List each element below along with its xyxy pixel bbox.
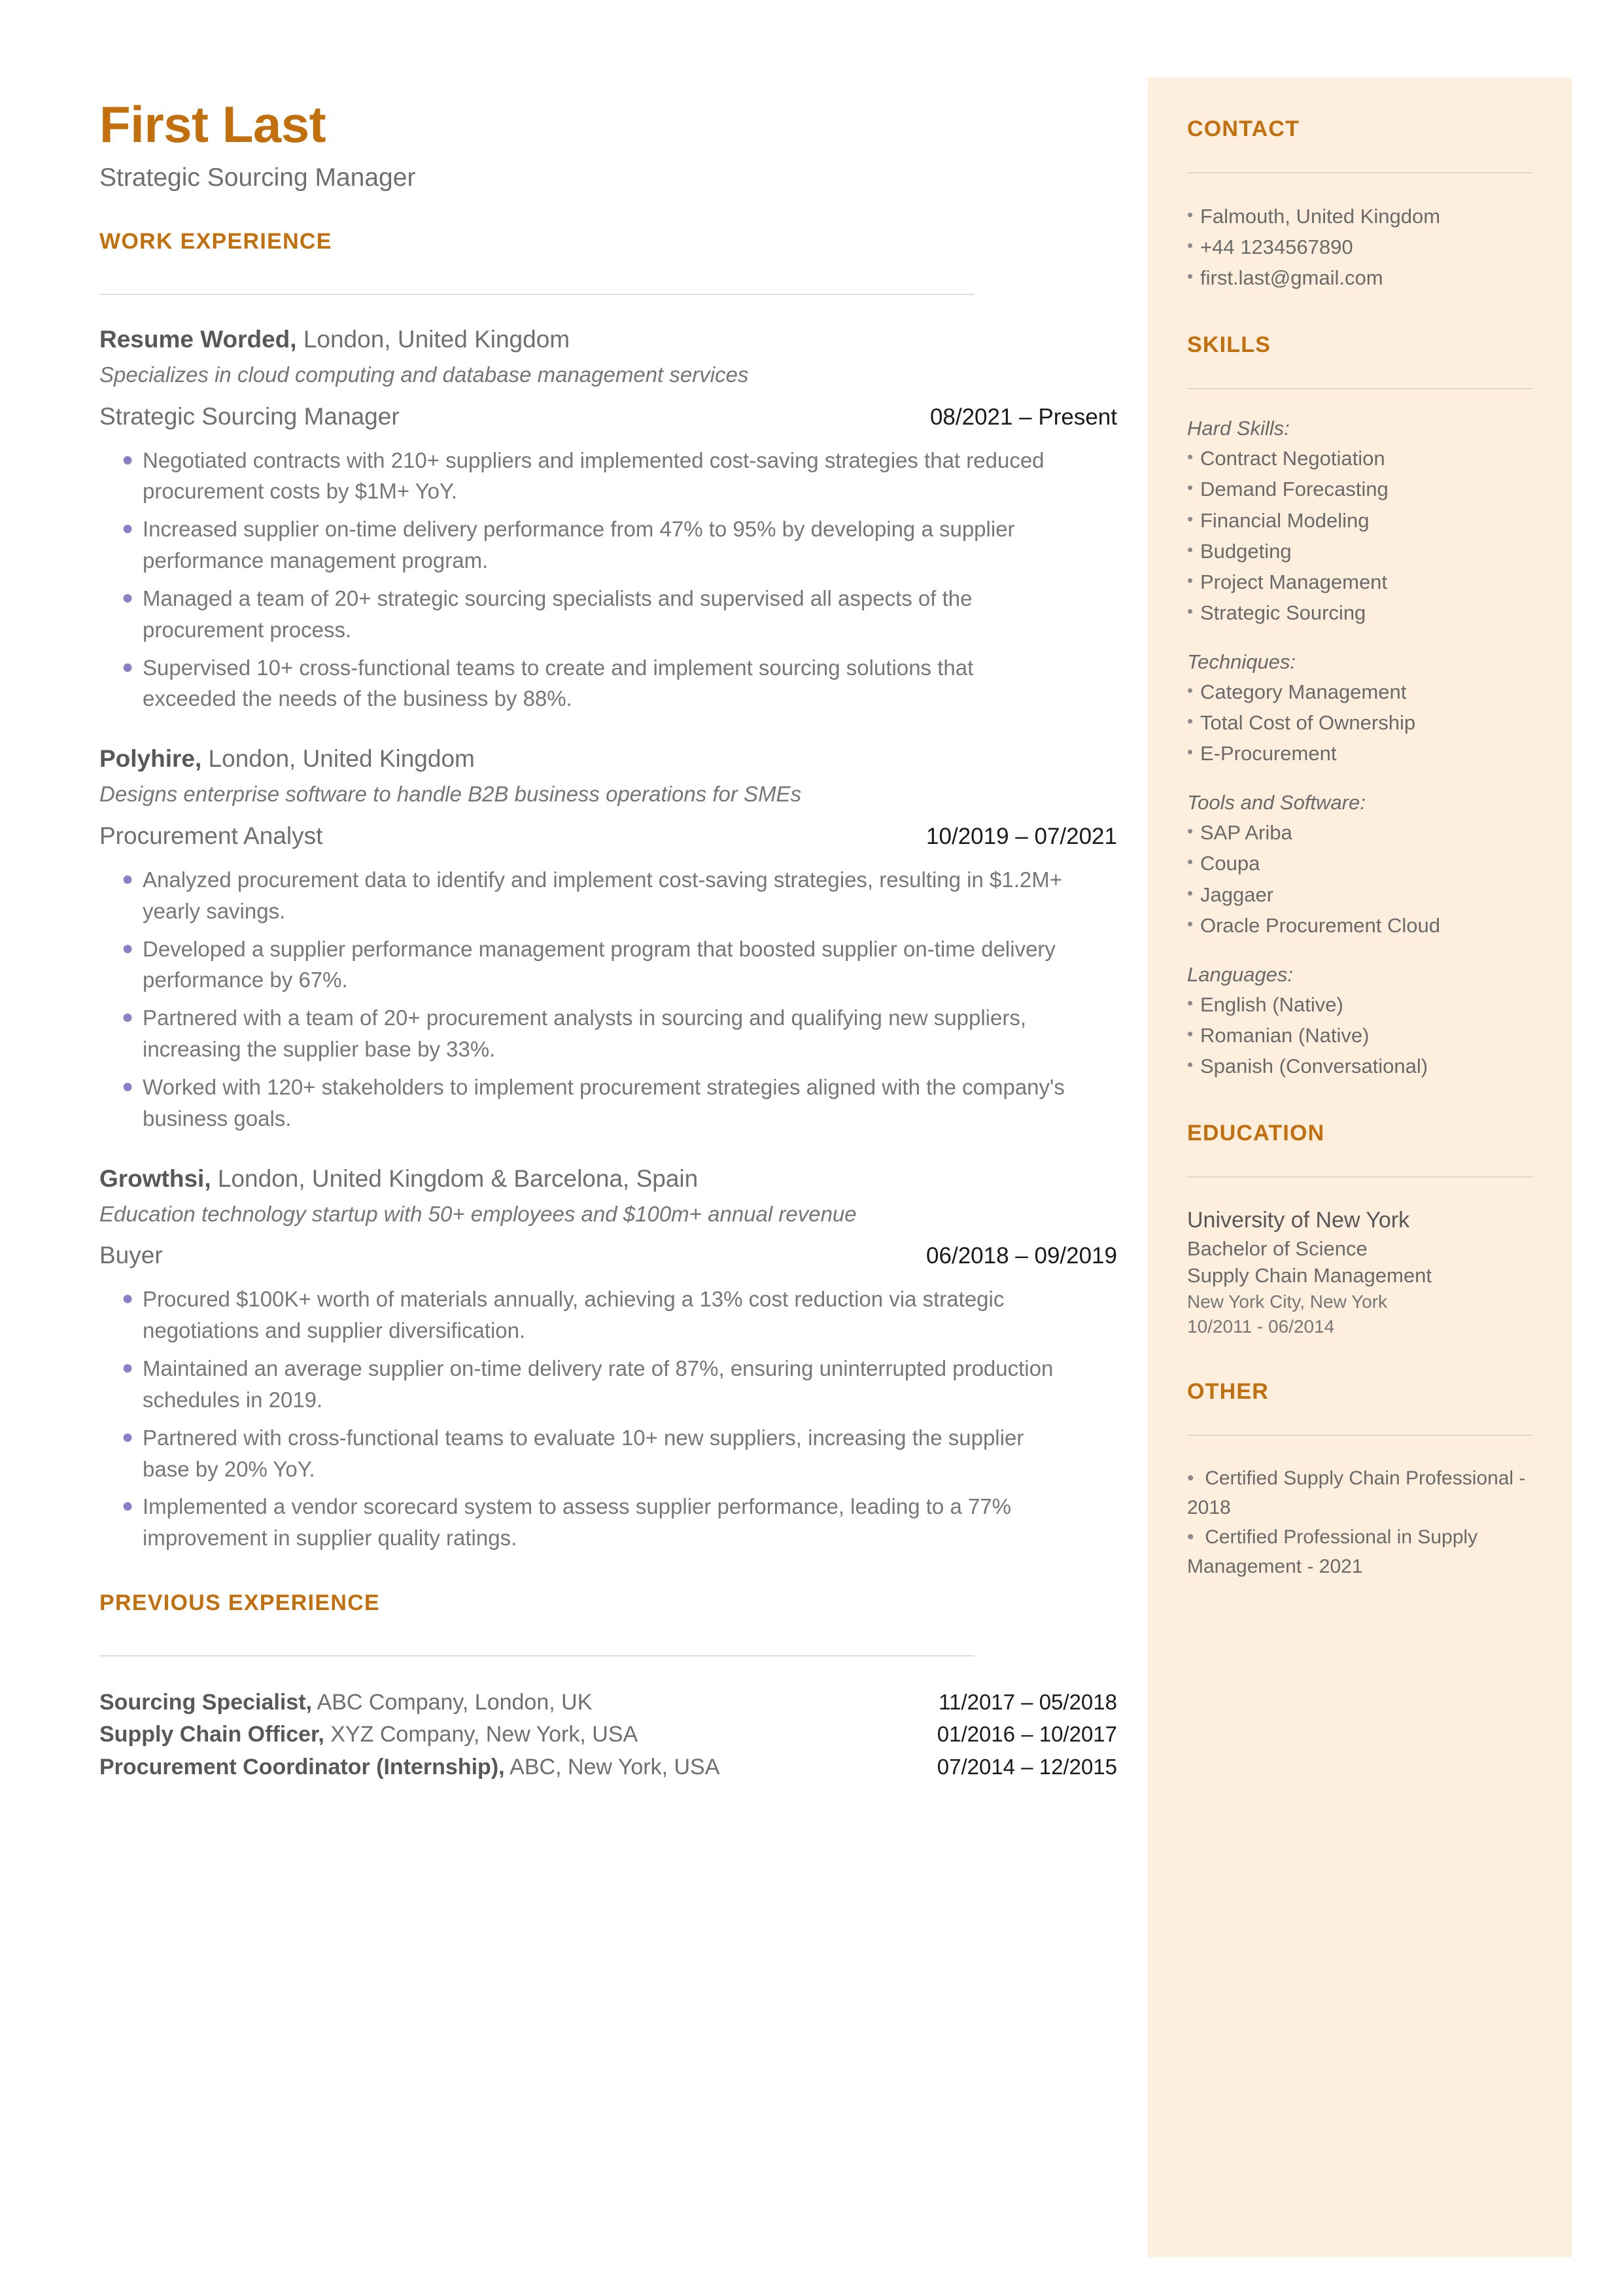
page-title: First Last [99,96,326,153]
other-item-label: Certified Supply Chain Professional - 2018 [1187,1467,1526,1519]
work-experience-divider [99,294,975,295]
skill-item [1187,536,1532,567]
previous-job-detail: ABC Company, London, UK [311,1690,593,1715]
job-bullet-text: Implemented a vendor scorecard system to assess supplier performance, leading to a 77% improvement in supplier quality ratings. [143,1494,1012,1550]
skill-item-label: E-Procurement [1200,742,1337,765]
job-bullet-text: Developed a supplier performance management program that boosted supplier on-time delivery performance by 67%. [143,936,1056,992]
skill-item [1187,597,1532,628]
job-bullet-text: Maintained an average supplier on-time delivery rate of 87%, ensuring uninterrupted production schedules in 2019. [143,1356,1054,1412]
education-school: University of New York [1187,1208,1410,1233]
bullet-icon: • [1187,883,1194,903]
other-heading: OTHER [1187,1379,1269,1405]
bullet-icon: ● [122,1288,134,1310]
bullet-icon: • [1187,1023,1194,1043]
previous-job-detail: XYZ Company, New York, USA [324,1722,638,1747]
job-title: Strategic Sourcing Manager [99,402,400,430]
job-location: London, United Kingdom [201,745,475,773]
previous-job-row [99,1751,1117,1783]
job-bullet-text: Negotiated contracts with 210+ suppliers and implemented cost-saving strategies that reduced procurement costs by $1M+ YoY. [143,447,1045,504]
bullet-icon: ● [122,448,134,470]
job-dates: 08/2021 – Present [929,404,1117,430]
education-divider [1187,1176,1532,1178]
contact-item-label: Falmouth, United Kingdom [1200,205,1441,228]
job-bullet-text: Partnered with a team of 20+ procurement analysts in sourcing and qualifying new suppliers, increasing the supplier base by 33%. [143,1006,1027,1062]
skill-item [1187,738,1532,769]
bullet-icon: ● [122,937,134,959]
job-bullet-text: Managed a team of 20+ strategic sourcing specialists and supervised all aspects of the procurement process. [143,586,973,642]
job-entry [99,1163,1120,1554]
bullet-icon: ● [122,1006,134,1028]
job-title-row [99,822,1117,850]
job-dates: 06/2018 – 09/2019 [926,1243,1117,1269]
job-bullet [99,652,1120,715]
job-company-name: Polyhire, [99,745,202,773]
bullet-icon: ● [122,1357,134,1378]
job-entry [99,324,1120,714]
job-bullet [99,1422,1120,1485]
previous-experience-divider [99,1655,975,1656]
skill-item [1187,707,1532,738]
skills-list [1187,417,1532,1081]
bullet-icon: ● [122,1426,134,1448]
previous-job-label [99,1687,592,1719]
job-company-name: Growthsi, [99,1165,211,1192]
contact-heading: CONTACT [1187,116,1300,141]
job-bullet [99,514,1120,576]
bullet-icon: • [1187,447,1194,467]
bullet-icon: ● [122,1075,134,1097]
bullet-icon: ● [122,656,134,678]
skill-item-label: Spanish (Conversational) [1200,1054,1428,1077]
skill-item-label: Oracle Procurement Cloud [1200,913,1440,937]
job-company [99,743,1120,775]
skill-item-label: Category Management [1200,680,1407,703]
skill-item [1187,443,1532,474]
previous-job-dates: 07/2014 – 12/2015 [937,1754,1117,1779]
bullet-icon: • [1187,913,1194,934]
skills-group-label: Techniques: [1187,650,1296,673]
job-company [99,1163,1120,1195]
job-entry [99,743,1120,1134]
header-role: Strategic Sourcing Manager [99,163,416,192]
other-item-label: Certified Professional in Supply Management - 2021 [1187,1526,1478,1578]
job-bullet [99,1353,1120,1416]
skill-item [1187,676,1532,707]
previous-job-title: Procurement Coordinator (Internship), [99,1754,505,1779]
job-bullet [99,1072,1120,1134]
skill-item [1187,1051,1532,1081]
job-bullet-list [99,1284,1120,1554]
previous-experience-list [99,1687,1120,1783]
work-experience-heading: WORK EXPERIENCE [99,228,332,254]
sidebar [1148,77,1572,2257]
skill-item [1187,879,1532,910]
job-bullet-list [99,864,1120,1134]
contact-item [1187,262,1532,293]
bullet-icon: • [1187,1054,1194,1074]
job-bullet-text: Supervised 10+ cross-functional teams to create and implement sourcing solutions that exceeded the needs of the business by 88%. [143,655,974,711]
education-degree: Bachelor of Science [1187,1236,1368,1260]
bullet-icon: • [1187,992,1194,1013]
job-bullet [99,1491,1120,1554]
job-bullet [99,1284,1120,1346]
job-dates: 10/2019 – 07/2021 [926,823,1117,849]
previous-experience-heading: PREVIOUS EXPERIENCE [99,1590,381,1616]
other-item [1187,1522,1532,1581]
skill-item-label: SAP Ariba [1200,821,1292,845]
previous-job-row [99,1687,1117,1719]
previous-job-dates: 01/2016 – 10/2017 [937,1722,1117,1747]
bullet-icon: • [1187,266,1194,287]
contact-item-label: +44 1234567890 [1200,236,1353,259]
skills-group-label: Languages: [1187,962,1294,986]
previous-job-label [99,1719,638,1751]
bullet-icon: ● [122,517,134,540]
previous-job-title: Sourcing Specialist, [99,1690,312,1715]
job-title-row [99,1242,1117,1269]
job-company-description: Specializes in cloud computing and database management services [99,362,749,387]
skill-item [1187,989,1532,1020]
job-bullet [99,445,1120,508]
job-company-description: Education technology startup with 50+ employees and $100m+ annual revenue [99,1201,857,1226]
education-location: New York City, New York [1187,1291,1388,1312]
job-bullet [99,1002,1120,1065]
job-location: London, United Kingdom [296,325,570,353]
bullet-icon: • [1187,852,1194,872]
skill-item [1187,817,1532,848]
contact-item-label: first.last@gmail.com [1200,266,1383,290]
skill-item-label: Coupa [1200,852,1260,875]
contact-divider [1187,172,1532,173]
job-company-description: Designs enterprise software to handle B2B business operations for SMEs [99,782,802,807]
bullet-icon: • [1187,742,1194,762]
previous-job-detail: ABC, New York, USA [504,1754,720,1779]
bullet-icon: • [1187,1467,1194,1490]
skill-item-label: Jaggaer [1200,883,1274,906]
work-experience-list [99,324,1120,1554]
skill-item-label: Romanian (Native) [1200,1023,1370,1047]
skills-heading: SKILLS [1187,332,1271,358]
job-bullet-text: Partnered with cross-functional teams to evaluate 10+ new suppliers, increasing the supplier base by 20% YoY. [143,1425,1024,1481]
skill-item [1187,848,1532,879]
bullet-icon: • [1187,508,1194,529]
skill-item-label: Contract Negotiation [1200,447,1385,470]
skill-item-label: Financial Modeling [1200,508,1370,532]
job-title: Buyer [99,1242,163,1269]
other-item [1187,1463,1532,1522]
other-list [1187,1463,1532,1581]
bullet-icon: • [1187,570,1194,590]
skill-item-label: Total Cost of Ownership [1200,711,1416,735]
skill-item-label: Demand Forecasting [1200,478,1389,501]
job-title-row [99,403,1117,430]
skills-divider [1187,388,1532,389]
bullet-icon: ● [122,867,134,890]
job-title: Procurement Analyst [99,822,323,849]
bullet-icon: • [1187,711,1194,731]
previous-job-label [99,1751,719,1783]
previous-job-title: Supply Chain Officer, [99,1722,324,1747]
previous-job-dates: 11/2017 – 05/2018 [939,1690,1117,1715]
bullet-icon: ● [122,1495,134,1517]
other-divider [1187,1435,1532,1436]
job-bullet-text: Analyzed procurement data to identify and implement cost-saving strategies, resulting in $1.2M+ yearly savings. [143,867,1062,923]
job-bullet-list [99,445,1120,715]
skill-item-label: Project Management [1200,570,1388,593]
skill-item-label: Strategic Sourcing [1200,601,1366,624]
skill-item-label: Budgeting [1200,539,1292,563]
bullet-icon: • [1187,1526,1194,1549]
job-bullet-text: Increased supplier on-time delivery performance from 47% to 95% by developing a supplier performance management program. [143,517,1015,573]
bullet-icon: • [1187,205,1194,224]
job-bullet [99,934,1120,996]
job-bullet-text: Worked with 120+ stakeholders to implement procurement strategies aligned with the company's business goals. [143,1074,1065,1130]
skills-group-label: Tools and Software: [1187,791,1366,815]
bullet-icon: • [1187,236,1194,256]
bullet-icon: ● [122,586,134,608]
previous-job-row [99,1719,1117,1751]
contact-list [1187,201,1532,293]
job-company [99,324,1120,355]
bullet-icon: • [1187,601,1194,621]
skill-item [1187,474,1532,504]
education-dates: 10/2011 - 06/2014 [1187,1316,1335,1337]
skill-item [1187,910,1532,941]
main-column [99,98,1120,1783]
education-entry [1187,1205,1532,1340]
job-bullet [99,864,1120,927]
bullet-icon: • [1187,478,1194,498]
skills-group-label: Hard Skills: [1187,417,1290,440]
job-company-name: Resume Worded, [99,325,297,353]
skill-item [1187,567,1532,597]
bullet-icon: • [1187,821,1194,841]
education-heading: EDUCATION [1187,1121,1325,1146]
job-bullet-text: Procured $100K+ worth of materials annually, achieving a 13% cost reduction via strategic negotiations and supplier diversification. [143,1287,1005,1343]
job-bullet [99,583,1120,646]
job-location: London, United Kingdom & Barcelona, Spain [211,1165,699,1192]
skill-item [1187,1020,1532,1051]
education-field: Supply Chain Management [1187,1263,1432,1287]
skill-item [1187,505,1532,536]
bullet-icon: • [1187,680,1194,700]
contact-item [1187,232,1532,262]
skill-item-label: English (Native) [1200,992,1343,1016]
bullet-icon: • [1187,539,1194,559]
contact-item [1187,201,1532,232]
